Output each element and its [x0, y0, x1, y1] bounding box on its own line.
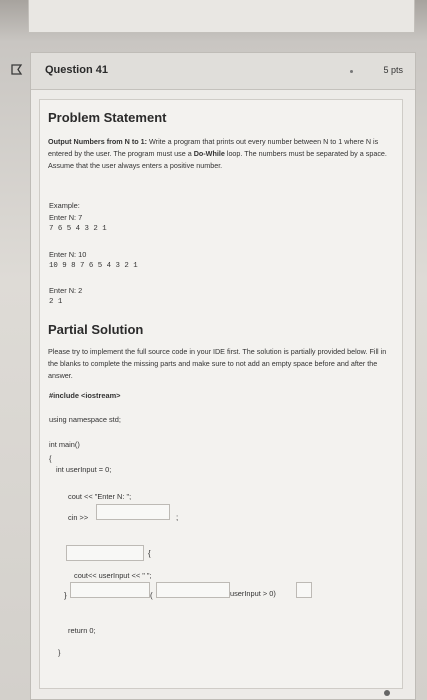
example-1-output: 7 6 5 4 3 2 1 — [49, 225, 107, 233]
blank-end-semicolon[interactable] — [296, 582, 312, 598]
code-include: #include <iostream> — [49, 391, 121, 400]
code-declaration: int userInput = 0; — [56, 465, 112, 474]
do-while-text: Do-While — [193, 149, 225, 158]
code-cin: cin >> — [68, 513, 89, 522]
code-open-brace-loop: { — [148, 549, 151, 558]
example-3-output: 2 1 — [49, 298, 63, 306]
code-open-brace: { — [49, 454, 52, 463]
example-1-prompt: Enter N: 7 — [49, 213, 83, 222]
code-return: return 0; — [68, 626, 96, 635]
question-points: 5 pts — [383, 65, 403, 75]
previous-question-card — [28, 0, 415, 33]
code-semicolon: ; — [176, 513, 179, 522]
blank-condition[interactable] — [156, 582, 230, 598]
question-header — [31, 53, 415, 90]
example-label: Example: — [49, 201, 80, 210]
code-cout-userinput: cout<< userInput << " "; — [74, 571, 152, 580]
points-dot — [350, 70, 353, 73]
code-open-paren: ( — [150, 591, 153, 600]
question-title: Question 41 — [45, 64, 108, 76]
code-close-brace: } — [64, 591, 67, 600]
question-body — [39, 99, 403, 689]
code-main: int main() — [49, 440, 80, 449]
problem-text-1: Write a program that prints out every number between N to 1 where N is entered by the user. The program must use a — [48, 137, 379, 158]
blank-loop-keyword[interactable] — [66, 545, 144, 561]
problem-text-2: loop. The numbers must be separated by a space. Assume that the user always enters a positive number. — [48, 149, 387, 170]
partial-instructions: Please try to implement the full source code in your IDE first. The solution is partially provided below. Fill in the blanks to complete the missing parts and make sure to not add an empty space before and after the answer. — [48, 347, 387, 380]
blank-while-keyword[interactable] — [70, 582, 150, 598]
question-card — [30, 52, 416, 700]
problem-heading: Problem Statement — [48, 110, 167, 125]
code-namespace: using namespace std; — [49, 415, 121, 424]
example-3-prompt: Enter N: 2 — [49, 286, 83, 295]
code-condition: userInput > 0) — [230, 589, 276, 598]
dot-indicator — [384, 690, 390, 696]
flag-icon[interactable] — [11, 64, 24, 75]
example-2-output: 10 9 8 7 6 5 4 3 2 1 — [49, 262, 138, 270]
partial-heading: Partial Solution — [48, 322, 144, 337]
blank-cin-variable[interactable] — [96, 504, 170, 520]
code-cout-prompt: cout << "Enter N: "; — [68, 492, 132, 501]
problem-text — [48, 136, 392, 172]
code-final-brace: } — [58, 648, 61, 657]
problem-lead: Output Numbers from N to 1: — [48, 137, 148, 146]
example-2-prompt: Enter N: 10 — [49, 250, 87, 259]
